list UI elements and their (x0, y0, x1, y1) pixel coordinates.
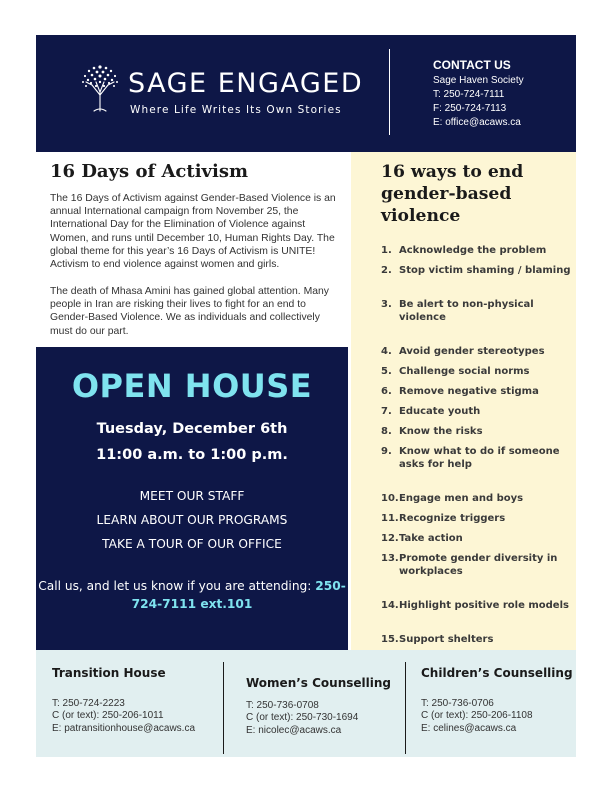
ways-item-text: Remove negative stigma (399, 386, 539, 397)
open-house-call-text: Call us, and let us know if you are attending: (38, 579, 312, 593)
ways-item (381, 425, 571, 438)
ways-item-text: Engage men and boys (399, 493, 524, 504)
footer-text: C (or text): 250-730-1694 (246, 712, 359, 724)
ways-item-number: 4. (381, 346, 392, 357)
footer-phone: T: 250-736-0708 (246, 700, 319, 711)
ways-item-text: Acknowledge the problem (399, 245, 547, 256)
ways-item-text: Recognize triggers (399, 513, 506, 524)
ways-item-number: 1. (381, 245, 392, 256)
ways-item-text: Take action (399, 533, 463, 544)
ways-title: 16 ways to end gender-based violence (381, 162, 524, 226)
ways-item (381, 264, 571, 277)
ways-item (381, 405, 571, 418)
contact-phone: T: 250-724-7111 (433, 89, 505, 100)
ways-item-text: Know what to do if someone asks for help (399, 446, 560, 470)
footer-text: C (or text): 250-206-1108 (421, 710, 533, 722)
footer-lines-transition-house (52, 698, 195, 735)
contact-email[interactable]: E: office@acaws.ca (433, 117, 521, 128)
ways-item (381, 633, 571, 646)
open-house-line-staff: MEET OUR STAFF (139, 489, 245, 503)
open-house-date: Tuesday, December 6th (96, 421, 288, 437)
ways-item (381, 552, 571, 578)
ways-item-number: 2. (381, 265, 392, 276)
ways-item-number: 6. (381, 386, 392, 397)
ways-item-number: 13. (381, 553, 399, 564)
ways-item-number: 10. (381, 493, 399, 504)
ways-item (381, 599, 571, 612)
ways-item (381, 365, 571, 378)
ways-item-number: 7. (381, 406, 392, 417)
ways-item-text: Support shelters (399, 634, 494, 645)
ways-item-number: 9. (381, 446, 392, 457)
footer-text: C (or text): 250-206-1011 (52, 710, 164, 722)
brand-tagline: Where Life Writes Its Own Stories (130, 104, 342, 116)
footer-email[interactable]: E: celines@acaws.ca (421, 722, 517, 734)
header-divider (389, 49, 390, 135)
footer-title-childrens-counselling: Children’s Counselling (421, 666, 573, 680)
footer-email[interactable]: E: patransitionhouse@acaws.ca (52, 722, 196, 734)
footer-divider (405, 662, 406, 754)
open-house-time: 11:00 a.m. to 1:00 p.m. (96, 447, 288, 463)
ways-list (381, 244, 571, 666)
footer-title-transition-house: Transition House (52, 666, 166, 680)
open-house-title: OPEN HOUSE (71, 367, 313, 405)
ways-item-number: 12. (381, 533, 399, 544)
footer-phone: T: 250-736-0706 (421, 698, 494, 709)
ways-item (381, 385, 571, 398)
footer-title-womens-counselling: Women’s Counselling (246, 676, 392, 690)
ways-item-text: Know the risks (399, 426, 483, 437)
contact-block (433, 57, 524, 130)
header-banner (36, 35, 576, 152)
tree-icon (80, 61, 120, 117)
ways-panel (351, 152, 576, 650)
ways-item (381, 512, 571, 525)
activism-title: 16 Days of Activism (50, 161, 249, 182)
ways-item-text: Challenge social norms (399, 366, 530, 377)
open-house-line-programs: LEARN ABOUT OUR PROGRAMS (96, 513, 288, 527)
brand-name: SAGE ENGAGED (128, 68, 364, 99)
ways-item (381, 244, 571, 257)
ways-item (381, 298, 571, 324)
ways-item (381, 492, 571, 505)
footer-lines-childrens-counselling (421, 698, 533, 735)
ways-item (381, 532, 571, 545)
ways-item (381, 445, 571, 471)
ways-item-text: Stop victim shaming / blaming (399, 265, 571, 276)
ways-item (381, 345, 571, 358)
activism-paragraph-2: The death of Mhasa Amini has gained global attention. Many people in Iran are risking their lives to fight for an end to Gender-Based Violence. We as individuals and collectively must do our part. (50, 286, 329, 337)
contact-title: CONTACT US (433, 58, 511, 72)
ways-item-number: 15. (381, 634, 399, 645)
ways-item-text: Avoid gender stereotypes (399, 346, 545, 357)
open-house-call (36, 577, 348, 613)
footer-lines-womens-counselling (246, 700, 358, 737)
ways-item-number: 3. (381, 299, 392, 310)
activism-paragraph-1: The 16 Days of Activism against Gender-Based Violence is an annual International campaign from November 25, the International Day for the Elimination of Violence against Women, and runs until December 10, Human Rights Day. The global theme for this year’s 16 Days of Activism is UNITE! Activism to end violence against women and girls. (50, 193, 336, 271)
ways-item-text: Promote gender diversity in workplaces (399, 553, 558, 577)
ways-item-number: 5. (381, 366, 392, 377)
ways-item-number: 14. (381, 600, 399, 611)
ways-item-text: Educate youth (399, 406, 481, 417)
ways-item-text: Highlight positive role models (399, 600, 569, 611)
footer-contacts (36, 650, 576, 757)
ways-item-number: 11. (381, 513, 399, 524)
footer-phone: T: 250-724-2223 (52, 698, 125, 709)
open-house-phone-link[interactable]: 250-724-7111 ext.101 (131, 579, 346, 611)
open-house-line-tour: TAKE A TOUR OF OUR OFFICE (102, 537, 282, 551)
ways-item-number: 8. (381, 426, 392, 437)
contact-fax: F: 250-724-7113 (433, 103, 507, 114)
contact-org: Sage Haven Society (433, 75, 524, 86)
footer-divider (223, 662, 224, 754)
open-house-panel (36, 347, 348, 650)
footer-email[interactable]: E: nicolec@acaws.ca (246, 724, 342, 736)
ways-item-text: Be alert to non-physical violence (399, 299, 534, 323)
